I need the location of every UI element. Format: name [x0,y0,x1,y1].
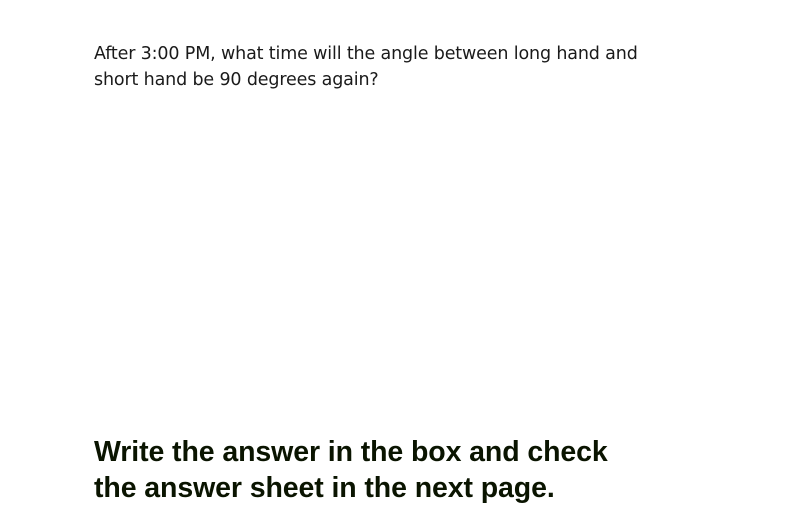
question-line-1: After 3:00 PM, what time will the angle between long hand and [94,44,638,64]
instruction-line-1: Write the answer in the box and check [94,436,608,468]
instruction-text [94,434,734,506]
instruction-line-2: the answer sheet in the next page. [94,472,555,504]
question-line-2: short hand be 90 degrees again? [94,70,379,90]
question-text [94,41,654,93]
